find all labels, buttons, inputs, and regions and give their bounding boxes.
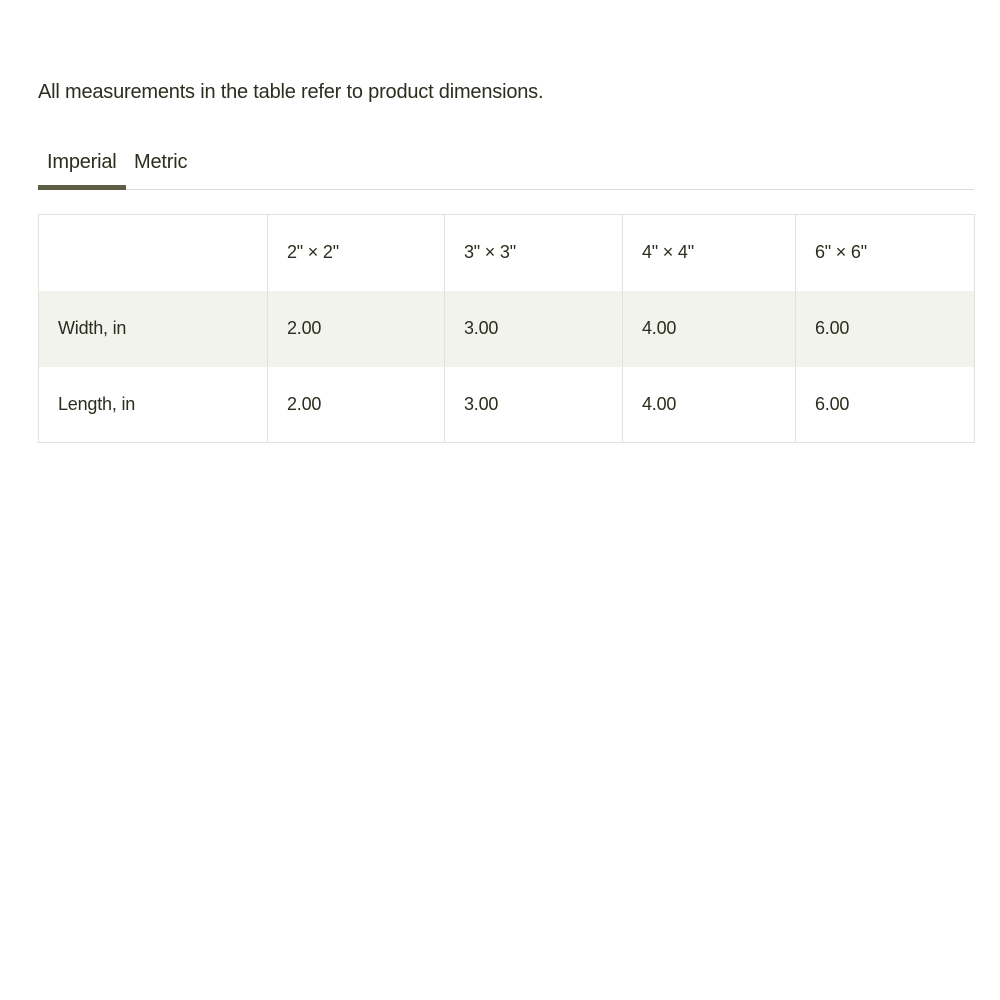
table-cell: 4.00	[623, 367, 796, 443]
table-cell: 3.00	[445, 367, 623, 443]
row-label: Length, in	[58, 393, 136, 414]
column-header: 4" × 4"	[623, 215, 796, 291]
table-row	[39, 291, 975, 367]
column-header: 3" × 3"	[445, 215, 623, 291]
table-cell: 2.00	[268, 367, 445, 443]
table-corner-cell	[39, 215, 268, 291]
table-row	[39, 367, 975, 443]
table-cell: 6.00	[796, 291, 975, 367]
table-cell: 4.00	[623, 291, 796, 367]
tab-metric[interactable]: Metric	[134, 151, 188, 173]
dimensions-table	[38, 214, 975, 443]
table-cell: 2.00	[268, 291, 445, 367]
active-tab-indicator	[38, 185, 126, 190]
column-header: 6" × 6"	[796, 215, 975, 291]
column-header: 2" × 2"	[268, 215, 445, 291]
tab-imperial[interactable]: Imperial	[47, 151, 117, 173]
table-cell: 6.00	[796, 367, 975, 443]
unit-tabs	[38, 140, 974, 190]
table-header-row	[39, 215, 975, 291]
table-cell: 3.00	[445, 291, 623, 367]
row-label: Width, in	[39, 291, 268, 367]
intro-text: All measurements in the table refer to product dimensions.	[38, 81, 544, 103]
